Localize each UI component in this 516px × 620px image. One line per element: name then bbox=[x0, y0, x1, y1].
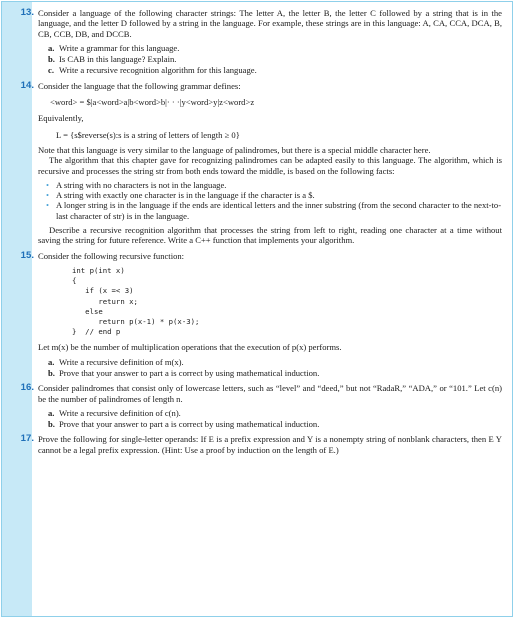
sub-part-label: b. bbox=[48, 367, 55, 378]
problem-text: Consider palindromes that consist only of lowercase letters, such as “level” and “deed,” but not “RadaR,” “ADA,” or “101.” Let c(n) be the number of palindromes of length n. bbox=[38, 383, 502, 404]
bullet-icon: • bbox=[46, 200, 50, 211]
task-paragraph: Describe a recursive recognition algorithm that processes the string from left to right, reading one character at a time without saving the string for future reference. Write a C++ function that implements your algorithm. bbox=[38, 225, 502, 246]
sub-part-text: Prove that your answer to part a is correct by using mathematical induction. bbox=[59, 419, 320, 430]
problem-number: 17. bbox=[20, 433, 34, 445]
problem-17 bbox=[0, 434, 516, 455]
list-item bbox=[46, 190, 502, 200]
sub-part bbox=[48, 357, 502, 367]
code-line: else bbox=[72, 306, 103, 316]
facts-list bbox=[46, 180, 502, 221]
problem-13 bbox=[0, 8, 516, 76]
problem-number: 15. bbox=[20, 249, 34, 261]
sub-part-label: b. bbox=[48, 54, 55, 65]
sub-parts bbox=[48, 357, 502, 379]
sub-part-label: c. bbox=[48, 65, 54, 76]
list-item bbox=[46, 200, 502, 221]
sub-part-label: b. bbox=[48, 419, 55, 430]
bullet-icon: • bbox=[46, 179, 50, 190]
code-line: return x; bbox=[72, 296, 138, 306]
problem-number: 14. bbox=[20, 79, 34, 91]
sub-part-text: Is CAB in this language? Explain. bbox=[59, 54, 177, 65]
sub-parts bbox=[48, 43, 502, 76]
problem-15 bbox=[0, 251, 516, 379]
problem-text: Consider a language of the following character strings: The letter A, the letter B, the letter C followed by a string that is in the language, and the letter D followed by a string in the language. For example, these strings are in this language: A, CA, CCA, DCA, B, CB, CCB, DB, and DCCB. bbox=[38, 8, 502, 39]
code-block bbox=[72, 266, 502, 337]
sub-part-text: Write a grammar for this language. bbox=[59, 42, 180, 53]
sub-part-text: Write a recursive definition of m(x). bbox=[59, 356, 184, 367]
equivalently-label: Equivalently, bbox=[38, 113, 84, 124]
sub-part-text: Write a recursive recognition algorithm for this language. bbox=[59, 65, 257, 76]
problem-number: 16. bbox=[20, 382, 34, 394]
list-item bbox=[46, 180, 502, 190]
problem-text: Prove the following for single-letter operands: If E is a prefix expression and Y is a nonempty string of nonblank characters, then E Y cannot be a legal prefix expression. (Hint: Use a proof by induction on the length of E.) bbox=[38, 434, 502, 455]
sub-part-label: a. bbox=[48, 407, 55, 418]
sub-part-text: Prove that your answer to part a is correct by using mathematical induction. bbox=[59, 367, 320, 378]
problem-14 bbox=[0, 81, 516, 246]
sub-part-label: a. bbox=[48, 42, 55, 53]
sub-part-text: Write a recursive definition of c(n). bbox=[59, 407, 181, 418]
sub-part bbox=[48, 54, 502, 64]
sub-part bbox=[48, 65, 502, 75]
list-item-text: A string with exactly one character is in the language if the character is a $. bbox=[56, 190, 315, 201]
problem-16 bbox=[0, 383, 516, 429]
code-line: if (x =< 3) bbox=[72, 286, 134, 296]
code-line: { bbox=[72, 276, 77, 286]
algorithm-paragraph: The algorithm that this chapter gave for recognizing palindromes can be adapted easily to this language. The algorithm, which is recursive and processes the string str from both ends toward the middle, is based on the following facts: bbox=[38, 155, 502, 176]
sub-part bbox=[48, 368, 502, 378]
sub-part bbox=[48, 43, 502, 53]
problem-number: 13. bbox=[20, 7, 34, 18]
code-line: return p(x-1) * p(x-3); bbox=[72, 316, 200, 326]
problem-text: Consider the following recursive function: bbox=[38, 250, 185, 261]
exercise-list bbox=[0, 8, 516, 460]
bullet-icon: • bbox=[46, 190, 50, 201]
sub-part-label: a. bbox=[48, 356, 55, 367]
sub-part bbox=[48, 419, 502, 429]
list-item-text: A longer string is in the language if the ends are identical letters and the inner substring (from the second character to the next-to-last character of str) is in the language. bbox=[56, 200, 502, 221]
code-line: } // end p bbox=[72, 327, 121, 337]
after-code-text: Let m(x) be the number of multiplication operations that the execution of p(x) performs. bbox=[38, 342, 342, 353]
sub-part bbox=[48, 408, 502, 418]
sub-parts bbox=[48, 408, 502, 430]
problem-text: Consider the language that the following grammar defines: bbox=[38, 80, 241, 91]
grammar-rule: <word> = $|a<word>a|b<word>b|· · ·|y<word>y|z<word>z bbox=[50, 97, 255, 108]
note-paragraph: Note that this language is very similar to the language of palindromes, but there is a special middle character here. bbox=[38, 144, 431, 155]
set-definition: L = {s$reverse(s):s is a string of letters of length ≥ 0} bbox=[56, 129, 240, 140]
list-item-text: A string with no characters is not in the language. bbox=[56, 179, 227, 190]
code-line: int p(int x) bbox=[72, 265, 125, 275]
